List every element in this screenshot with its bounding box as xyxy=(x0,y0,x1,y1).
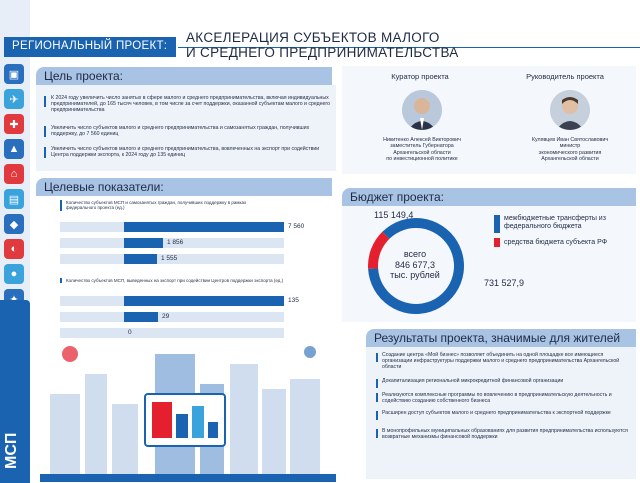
indicator-bar xyxy=(124,254,157,264)
curator-title: Куратор проекта xyxy=(391,72,449,81)
leader-area: Архангельской области xyxy=(541,156,599,163)
leader-region: экономического развития xyxy=(538,149,602,156)
indicator-2-caption: Количество субъектов МСП, выведенных на экспорт при содействии Центров поддержки экспорта (ед.) xyxy=(60,278,310,283)
curator-region: Архангельской области xyxy=(393,149,451,156)
curator-info xyxy=(352,137,492,163)
curator-avatar-image xyxy=(402,90,442,130)
goal-item: К 2024 году увеличить число занятых в сфере малого и среднего предпринимательства, включая индивидуальных предпринимателей, до 165 тысяч человек, в том числе за счет поддержки, оказанной субъектам малого и среднего предпринимательства xyxy=(44,95,334,114)
building-icon: ▤ xyxy=(4,189,24,209)
indicator-bar xyxy=(124,222,284,232)
title-line-1: АКСЕЛЕРАЦИЯ СУБЪЕКТОВ МАЛОГО xyxy=(186,30,440,45)
briefcase-icon: ▣ xyxy=(4,64,24,84)
indicator-value: 1 555 xyxy=(161,255,178,262)
city-illustration xyxy=(40,334,336,482)
goal-item: Увеличить число субъектов малого и среднего предпринимательства и самозанятых граждан, получивших поддержку, до 7 560 единиц xyxy=(44,125,334,137)
health-icon: ✚ xyxy=(4,114,24,134)
indicator-1-caption: Количество субъектов МСП и самозанятых граждан, получивших поддержку в рамках федерального проекта (ед.) xyxy=(60,200,260,211)
budget-transfers-value: 731 527,9 xyxy=(484,278,525,288)
indicator-bar xyxy=(124,238,163,248)
budget-regional-value: 115 149,4 xyxy=(374,210,414,220)
curator-area: по инвестиционной политике xyxy=(386,156,458,163)
goal-item: Увеличить число субъектов малого и среднего предпринимательства, вовлеченных на экспорт при содействии Центра поддержки экспорта, к 2024 году до 135 единиц xyxy=(44,146,334,158)
budget-total-unit: тыс. рублей xyxy=(390,270,440,280)
legend-regional-swatch xyxy=(494,238,500,247)
result-item: Докапитализация региональной микрокредитной финансовой организации xyxy=(376,378,634,384)
indicator-row-track xyxy=(60,312,284,322)
bird-icon: ✈ xyxy=(4,89,24,109)
leader-name: Кулявцев Иван Святославович xyxy=(531,137,609,143)
budget-total-value: 846 677,3 xyxy=(394,259,436,270)
leader-info xyxy=(500,137,640,163)
title-line-2: И СРЕДНЕГО ПРЕДПРИНИМАТЕЛЬСТВА xyxy=(186,45,459,60)
leader-avatar-image xyxy=(550,90,590,130)
indicator-value: 29 xyxy=(162,313,170,320)
msp-tab xyxy=(0,300,30,483)
budget-total-label: всего xyxy=(403,249,427,259)
legend-regional-label: средства бюджета субъекта РФ xyxy=(504,239,608,246)
legend-transfers-label: межбюджетные трансферты из федерального бюджета xyxy=(504,215,606,231)
indicator-value: 7 560 xyxy=(288,223,305,230)
culture-icon: ◆ xyxy=(4,214,24,234)
curator-position: заместитель Губернатора xyxy=(390,143,454,150)
page-header xyxy=(0,28,640,64)
indicator-value: 1 856 xyxy=(167,239,184,246)
result-item: Расширен доступ субъектов малого и среднего предпринимательства к экспортной поддержке xyxy=(376,410,634,416)
indicator-bar xyxy=(124,296,284,306)
budget-heading: Бюджет проекта: xyxy=(342,188,636,206)
road-icon: ◐ xyxy=(4,239,24,259)
msp-label: МСП xyxy=(3,432,20,469)
left-sidebar xyxy=(0,0,30,483)
indicator-value: 0 xyxy=(128,329,132,336)
indicator-value: 135 xyxy=(288,297,299,304)
results-heading: Результаты проекта, значимые для жителей xyxy=(366,329,636,347)
result-item: Создание центра «Мой бизнес» позволяет объединить на одной площадке все имеющиеся организации инфраструктуры поддержки малого и среднего предпринимательства Архангельской области xyxy=(376,352,634,371)
leader-position: министр xyxy=(559,143,581,150)
curator-avatar xyxy=(402,90,442,130)
project-badge: РЕГИОНАЛЬНЫЙ ПРОЕКТ: xyxy=(4,37,176,57)
curator-name: Никитенко Алексей Викторович xyxy=(383,137,461,143)
legend-transfers-swatch xyxy=(494,215,500,233)
leader-avatar xyxy=(550,90,590,130)
budget-total xyxy=(382,249,448,281)
page-title xyxy=(186,30,459,60)
result-item: В монопрофильных муниципальных образованиях для развития предпринимательства используются возвратные механизмы финансовой поддержки xyxy=(376,428,634,440)
result-item: Реализуются комплексные программы по вовлечению в предпринимательскую деятельность и содействию созданию собственного бизнеса xyxy=(376,392,634,404)
indicator-bar xyxy=(124,312,158,322)
leader-title: Руководитель проекта xyxy=(526,72,604,81)
sidebar-icons xyxy=(4,64,26,314)
education-icon: ▲ xyxy=(4,139,24,159)
goal-heading: Цель проекта: xyxy=(36,67,332,85)
ecology-icon: ● xyxy=(4,264,24,284)
house-icon: ⌂ xyxy=(4,164,24,184)
indicators-heading: Целевые показатели: xyxy=(36,178,332,196)
